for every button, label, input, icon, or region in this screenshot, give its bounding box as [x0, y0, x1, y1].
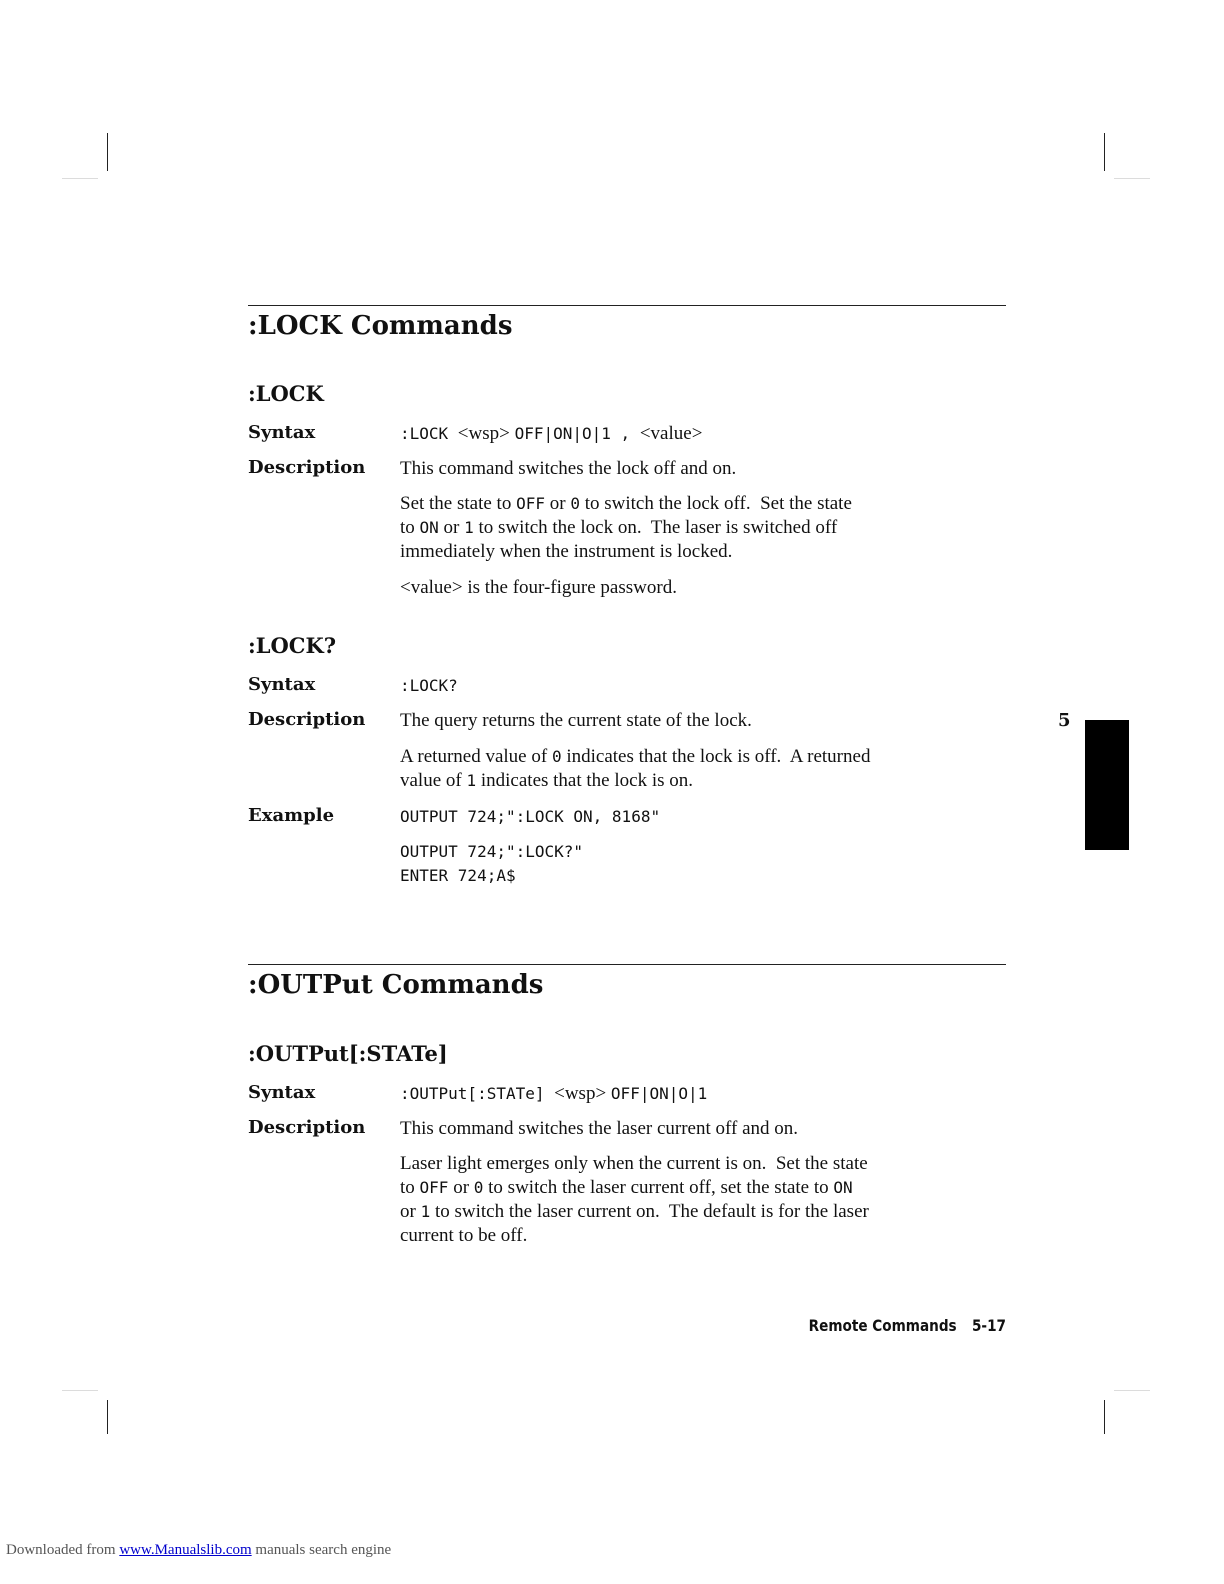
body-text: to — [400, 1177, 420, 1198]
crop-mark — [1114, 1390, 1150, 1391]
manualslib-link[interactable]: www.Manualslib.com — [119, 1542, 252, 1558]
crop-mark — [62, 1390, 98, 1391]
syntax-label: Syntax — [248, 422, 316, 443]
body-text: to switch the laser current on. The default is for the laser — [430, 1201, 869, 1222]
description-paragraph — [400, 492, 1000, 564]
crop-mark — [107, 133, 108, 171]
code-text: OFF — [419, 1178, 449, 1197]
code-text: 0 — [570, 494, 580, 513]
body-text: or — [438, 517, 465, 538]
body-text: to switch the laser current off, set the state to — [483, 1177, 834, 1198]
description-label: Description — [248, 457, 366, 478]
code-text: 1 — [420, 1202, 431, 1221]
description-text: The query returns the current state of the lock. — [400, 710, 752, 731]
section-title-lock: :LOCK Commands — [248, 311, 513, 341]
body-text: or — [545, 493, 571, 514]
section-title-output: :OUTPut Commands — [248, 970, 544, 1000]
syntax-text: :LOCK? — [400, 676, 458, 695]
footer-page-number: 5-17 — [971, 1316, 1006, 1335]
body-text: indicates that the lock is off. A returned — [561, 746, 871, 767]
body-text: or — [400, 1201, 421, 1222]
body-text: to switch the lock on. The laser is switched off — [473, 517, 838, 538]
description-text: This command switches the lock off and on. — [400, 458, 737, 479]
download-note-prefix: Downloaded from — [6, 1542, 120, 1558]
body-text: immediately when the instrument is locked. — [400, 541, 733, 562]
code-text: OFF|ON|O|1 , — [514, 424, 640, 443]
command-heading-lock: :LOCK — [248, 381, 324, 406]
body-text: to switch the lock off. Set the state — [579, 493, 852, 514]
command-heading-output-state: :OUTPut[:STATe] — [248, 1041, 448, 1066]
syntax-text — [400, 422, 1000, 446]
body-text: indicates that the lock is on. — [476, 770, 693, 791]
code-text: 0 — [551, 747, 562, 766]
description-text: This command switches the laser current off and on. — [400, 1118, 799, 1139]
body-text: Set the state to — [400, 493, 517, 514]
body-text: value of — [400, 770, 467, 791]
crop-mark — [1104, 133, 1105, 171]
example-code: OUTPUT 724;":LOCK?" ENTER 724;A$ — [400, 842, 584, 885]
body-text: A returned value of — [400, 746, 552, 767]
body-text: <wsp> — [457, 423, 515, 444]
code-text: OFF|ON|O|1 — [610, 1084, 708, 1103]
description-paragraph — [400, 745, 1000, 793]
code-text: 1 — [466, 771, 477, 790]
body-text: to — [400, 517, 420, 538]
body-text: <wsp> — [554, 1083, 611, 1104]
chapter-tab-number: 5 — [1058, 710, 1071, 731]
example-label: Example — [248, 805, 335, 826]
section-rule — [248, 964, 1006, 965]
crop-mark — [107, 1400, 108, 1434]
body-text: Laser light emerges only when the current is on. Set the state — [400, 1153, 868, 1174]
body-text: current to be off. — [400, 1225, 528, 1246]
page-footer — [746, 1316, 1006, 1335]
body-text: <value> — [639, 423, 703, 444]
code-text: 0 — [473, 1178, 484, 1197]
example-code: OUTPUT 724;":LOCK ON, 8168" — [400, 807, 661, 826]
syntax-label: Syntax — [248, 1082, 316, 1103]
code-text: ON — [833, 1178, 853, 1197]
crop-mark — [1114, 178, 1150, 179]
description-label: Description — [248, 709, 366, 730]
chapter-tab-block — [1085, 720, 1129, 850]
syntax-label: Syntax — [248, 674, 316, 695]
code-text: 1 — [464, 518, 474, 537]
command-heading-lock-query: :LOCK? — [248, 633, 337, 658]
download-note-suffix: manuals search engine — [251, 1542, 392, 1558]
code-text: :LOCK — [400, 424, 458, 443]
code-text: ON — [419, 518, 439, 537]
crop-mark — [1104, 1400, 1105, 1434]
code-text: OFF — [516, 494, 545, 513]
crop-mark — [62, 178, 98, 179]
description-label: Description — [248, 1117, 366, 1138]
download-note — [6, 1542, 391, 1559]
description-paragraph — [400, 1152, 1000, 1248]
footer-section-title: Remote Commands — [808, 1316, 957, 1335]
description-paragraph: <value> is the four-figure password. — [400, 577, 677, 598]
code-text: :OUTPut[:STATe] — [400, 1084, 555, 1103]
section-rule — [248, 305, 1006, 306]
syntax-text — [400, 1082, 1000, 1106]
body-text: or — [448, 1177, 474, 1198]
